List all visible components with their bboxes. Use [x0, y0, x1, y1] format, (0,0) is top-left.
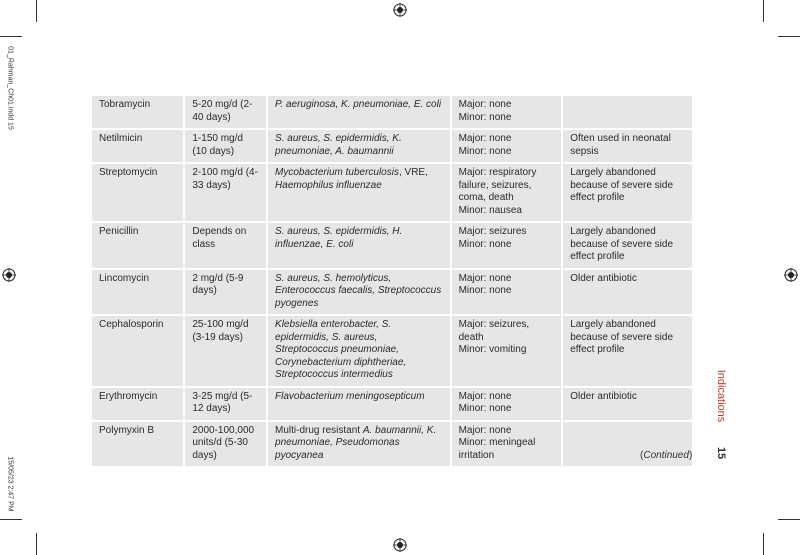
section-label: Indications — [715, 369, 727, 423]
side-effects-cell: Major: none Minor: none — [450, 96, 562, 128]
file-label: 01_Rahman_Ch01.indd 15 — [6, 46, 14, 130]
drug-name-cell: Erythromycin — [92, 388, 183, 420]
organism-text: S. aureus, S. epidermidis, H. influenzae, E. coli — [275, 226, 403, 250]
page-number: 15 — [715, 446, 727, 460]
organism-text: Mycobacterium tuberculosis — [275, 167, 399, 178]
side-effects-cell: Major: seizures Minor: none — [450, 223, 562, 268]
drug-name-cell: Cephalosporin — [92, 316, 183, 386]
notes-cell: Largely abandoned because of severe side effect profile — [561, 316, 692, 386]
notes-cell: Often used in neonatal sepsis — [561, 130, 692, 162]
organism-text: Haemophilus influenzae — [275, 179, 382, 191]
table-row — [92, 388, 692, 420]
dose-cell: Depends on class — [183, 223, 266, 268]
drug-name-cell: Penicillin — [92, 223, 183, 268]
table-row — [92, 164, 692, 221]
table-row — [92, 422, 692, 467]
dose-cell: 1-150 mg/d (10 days) — [183, 130, 266, 162]
organisms-cell — [266, 316, 450, 386]
organisms-cell — [266, 388, 450, 420]
organism-text: Flavobacterium meningosepticum — [275, 390, 425, 402]
organisms-cell — [266, 270, 450, 315]
drug-name-cell: Streptomycin — [92, 164, 183, 221]
table-row — [92, 316, 692, 386]
notes-cell: Older antibiotic — [561, 270, 692, 315]
organism-text: S. aureus, S. hemolyticus, Enterococcus faecalis, Streptococcus pyogenes — [275, 272, 442, 309]
notes-cell: Largely abandoned because of severe side effect profile — [561, 223, 692, 268]
organism-text: A. baumannii, K. pneumoniae, Pseudomonas pyocyanea — [275, 424, 437, 461]
side-effects-cell: Major: none Minor: none — [450, 130, 562, 162]
continued-label: Continued — [643, 450, 689, 461]
registration-mark-icon — [784, 268, 798, 282]
dose-cell: 2 mg/d (5-9 days) — [183, 270, 266, 315]
organisms-cell — [266, 223, 450, 268]
organisms-cell — [266, 96, 450, 128]
table-row — [92, 223, 692, 268]
dose-cell: 2-100 mg/d (4-33 days) — [183, 164, 266, 221]
table-row — [92, 130, 692, 162]
drug-name-cell: Lincomycin — [92, 270, 183, 315]
organism-text: P. aeruginosa, K. pneumoniae, E. coli — [275, 99, 442, 110]
table-row — [92, 270, 692, 315]
dose-cell: 5-20 mg/d (2-40 days) — [183, 96, 266, 128]
timestamp-label: 15/05/23 2:47 PM — [6, 456, 14, 512]
organism-text: S. aureus, S. epidermidis, K. pneumoniae, A. baumannii — [275, 133, 402, 157]
organisms-cell — [266, 130, 450, 162]
side-effects-cell: Major: seizures, death Minor: vomiting — [450, 316, 562, 386]
drug-name-cell: Netilmicin — [92, 130, 183, 162]
side-effects-cell: Major: none Minor: none — [450, 388, 562, 420]
registration-mark-icon — [393, 538, 407, 552]
organism-text: Klebsiella enterobacter, S. epidermidis, S. aureus, Streptococcus pneumoniae, Corynebacterium diphtheriae, Streptococcus intermedius — [275, 319, 407, 380]
drug-name-cell: Polymyxin B — [92, 422, 183, 467]
slug-line — [0, 0, 20, 555]
dose-cell: 3-25 mg/d (5-12 days) — [183, 388, 266, 420]
organism-text: , VRE, — [398, 167, 428, 178]
notes-cell: Older antibiotic — [561, 388, 692, 420]
dose-cell: 25-100 mg/d (3-19 days) — [183, 316, 266, 386]
registration-mark-icon — [393, 3, 407, 17]
continued-note: (Continued) — [640, 450, 693, 461]
notes-cell: Largely abandoned because of severe side effect profile — [561, 164, 692, 221]
side-effects-cell: Major: respiratory failure, seizures, coma, death Minor: nausea — [450, 164, 562, 221]
drug-table — [92, 94, 692, 468]
drug-name-cell: Tobramycin — [92, 96, 183, 128]
organism-text: Multi-drug resistant — [275, 424, 363, 436]
organisms-cell — [266, 164, 450, 221]
side-effects-cell: Major: none Minor: none — [450, 270, 562, 315]
table-row — [92, 96, 692, 128]
notes-cell — [561, 96, 692, 128]
side-effects-cell: Major: none Minor: meningeal irritation — [450, 422, 562, 467]
organisms-cell — [266, 422, 450, 467]
dose-cell: 2000-100,000 units/d (5-30 days) — [183, 422, 266, 467]
